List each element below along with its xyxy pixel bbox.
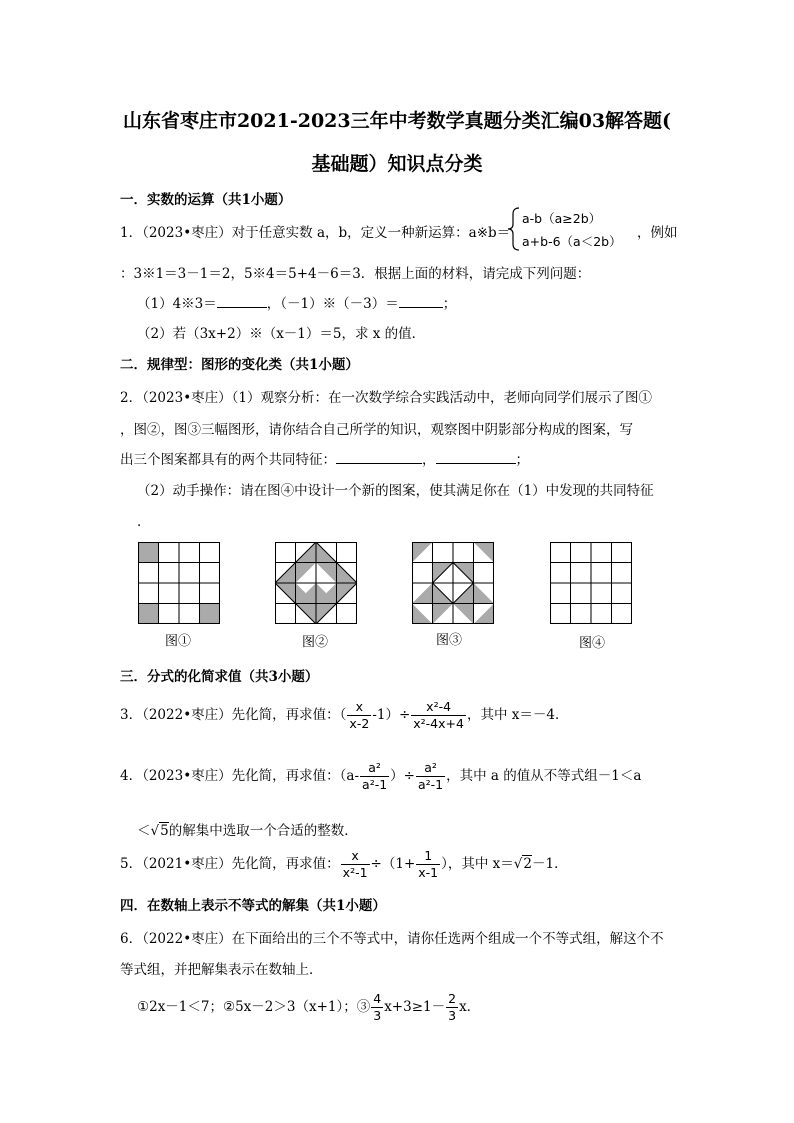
q4-line2-b: 的解集中选取一个合适的整数． bbox=[168, 823, 358, 839]
q4-tail: ，其中 a 的值从不等式组－1＜a bbox=[446, 768, 642, 784]
q1-line1 bbox=[120, 221, 510, 241]
q4-lead: 4．（2023•枣庄）先化简，再求值：（a- bbox=[120, 768, 360, 784]
answer-blank-2[interactable] bbox=[399, 295, 443, 308]
q3-fraction-1 bbox=[347, 699, 371, 732]
q2-line4: （2）动手操作：请在图④中设计一个新的图案，使其满足你在（1）中发现的共同特征 bbox=[137, 483, 654, 499]
q5-f1-num: x bbox=[341, 848, 370, 865]
answer-blank-4[interactable] bbox=[436, 451, 516, 464]
q5-f1-den: x²-1 bbox=[342, 865, 368, 880]
q4-f2-num: a² bbox=[416, 760, 445, 777]
q3-f2-num: x²-4 bbox=[411, 699, 466, 716]
section-heading-4: 四．在数轴上表示不等式的解集（共1小题） bbox=[120, 898, 386, 914]
q5-fraction-2 bbox=[416, 848, 440, 881]
q4-fraction-1 bbox=[360, 760, 389, 793]
q1-case2: a+b-6（a＜2b） bbox=[522, 234, 622, 249]
q4-sqrt: 5 bbox=[160, 823, 169, 839]
figure-4-caption: 图④ bbox=[579, 636, 606, 651]
q5-tail1: ），其中 x＝ bbox=[441, 856, 514, 872]
q1-part1 bbox=[137, 292, 456, 312]
section-heading-1: 一．实数的运算（共1小题） bbox=[120, 192, 292, 208]
q2-line5: ． bbox=[137, 514, 151, 530]
doc-title-line2: 基础题）知识点分类 bbox=[311, 153, 483, 175]
q3-f1-den: x-2 bbox=[349, 716, 370, 731]
q1-part2: （2）若（3x+2）※（x－1）＝5，求 x 的值． bbox=[137, 326, 426, 342]
q1-tail: ，例如 bbox=[637, 225, 678, 241]
q1-case1: a-b（a≥2b） bbox=[522, 211, 602, 226]
q2-line3-a: 出三个图案都具有的两个共同特征： bbox=[120, 452, 336, 468]
q3-f2-den: x²-4x+4 bbox=[413, 716, 464, 731]
q4-line2-a: ＜ bbox=[137, 823, 151, 839]
figure-1-caption: 图① bbox=[165, 634, 192, 649]
q4-fraction-2 bbox=[416, 760, 445, 793]
q1-part1-c: ； bbox=[442, 296, 457, 312]
q2-line3-b: ， bbox=[422, 452, 436, 468]
q5-tail2: －1． bbox=[532, 856, 568, 872]
q6-line2: 等式组，并把解集表示在数轴上． bbox=[120, 962, 323, 978]
q6-f1-num: 4 bbox=[373, 991, 382, 1006]
q2-line3 bbox=[120, 448, 529, 468]
figure-3-caption: 图③ bbox=[436, 633, 463, 648]
q6-l3a: ①2x－1＜7；②5x－2＞3（x+1）；③ bbox=[137, 999, 371, 1015]
figure-1-grid bbox=[138, 542, 220, 624]
q4-f1-den: a²-1 bbox=[362, 777, 388, 792]
q4-line2: ＜√5的解集中选取一个合适的整数． bbox=[137, 823, 358, 839]
q6-l3c: x． bbox=[459, 999, 481, 1015]
q1-line2: ：3※1＝3－1＝2，5※4＝5+4－6＝3．根据上面的材料，请完成下列问题： bbox=[120, 266, 591, 282]
q4-f2-den: a²-1 bbox=[417, 777, 444, 792]
q2-line2: ，图②，图③三幅图形，请你结合自己所学的知识，观察图中阴影部分构成的图案，写 bbox=[120, 422, 633, 438]
q5-lead: 5．（2021•枣庄）先化简，再求值： bbox=[120, 856, 340, 872]
figure-2-grid bbox=[275, 542, 357, 624]
q6-f1-den: 3 bbox=[373, 1008, 382, 1023]
section-heading-3: 三．分式的化简求值（共3小题） bbox=[120, 669, 319, 685]
q3-f1-num: x bbox=[347, 699, 371, 716]
q5-line: 5．（2021•枣庄）先化简，再求值： $\frac{x}{\text{x²-1}}$ ÷（1+ $\frac{1}{x-1}$ ），其中 x＝√2－1． bbox=[120, 848, 568, 880]
q2-line3-c: ； bbox=[515, 452, 529, 468]
answer-blank-1[interactable] bbox=[217, 295, 267, 308]
q5-sqrt: 2 bbox=[523, 856, 532, 872]
q5-f2-num: 1 bbox=[416, 848, 440, 865]
q3-line bbox=[120, 699, 568, 732]
q1-part1-b: ，（－1）※（－3）＝ bbox=[266, 296, 399, 312]
figure-4-grid[interactable] bbox=[550, 542, 632, 624]
figure-3-grid bbox=[412, 542, 494, 624]
section-heading-2: 二．规律型：图形的变化类（共1小题） bbox=[120, 357, 359, 373]
q4-mid: ）÷ bbox=[390, 768, 415, 784]
q6-line1: 6．（2022•枣庄）在下面给出的三个不等式中，请你任选两个组成一个不等式组，解这个不 bbox=[120, 931, 664, 947]
q1-part1-a: （1）4※3＝ bbox=[137, 296, 217, 312]
q5-mid: ÷（1+ bbox=[370, 856, 416, 872]
doc-title-line1: 山东省枣庄市2021-2023三年中考数学真题分类汇编03解答题( bbox=[122, 110, 672, 132]
q3-tail: ，其中 x＝－4． bbox=[466, 707, 569, 723]
q5-fraction-1 bbox=[341, 848, 370, 881]
q6-f2-den: 3 bbox=[448, 1008, 457, 1023]
q3-lead: 3．（2022•枣庄）先化简，再求值：（ bbox=[120, 707, 347, 723]
q5-f2-den: x-1 bbox=[418, 865, 439, 880]
q4-line1 bbox=[120, 760, 641, 793]
answer-blank-3[interactable] bbox=[336, 451, 422, 464]
q6-fraction-1 bbox=[371, 991, 383, 1024]
q1-brace bbox=[507, 206, 521, 252]
q6-l3b: x+3≥1－ bbox=[384, 999, 446, 1015]
q6-line3 bbox=[137, 991, 480, 1024]
q1-lead: 1．（2023•枣庄）对于任意实数 a，b，定义一种新运算：a※b＝ bbox=[120, 225, 511, 241]
q6-fraction-2 bbox=[446, 991, 458, 1024]
q4-f1-num: a² bbox=[360, 760, 389, 777]
q6-f2-num: 2 bbox=[448, 991, 457, 1006]
figure-2-caption: 图② bbox=[302, 635, 329, 650]
q2-line1: 2．（2023•枣庄）（1）观察分析：在一次数学综合实践活动中，老师向同学们展示了图① bbox=[120, 390, 652, 406]
q3-fraction-2 bbox=[411, 699, 466, 732]
q3-mid: -1）÷ bbox=[372, 707, 411, 723]
